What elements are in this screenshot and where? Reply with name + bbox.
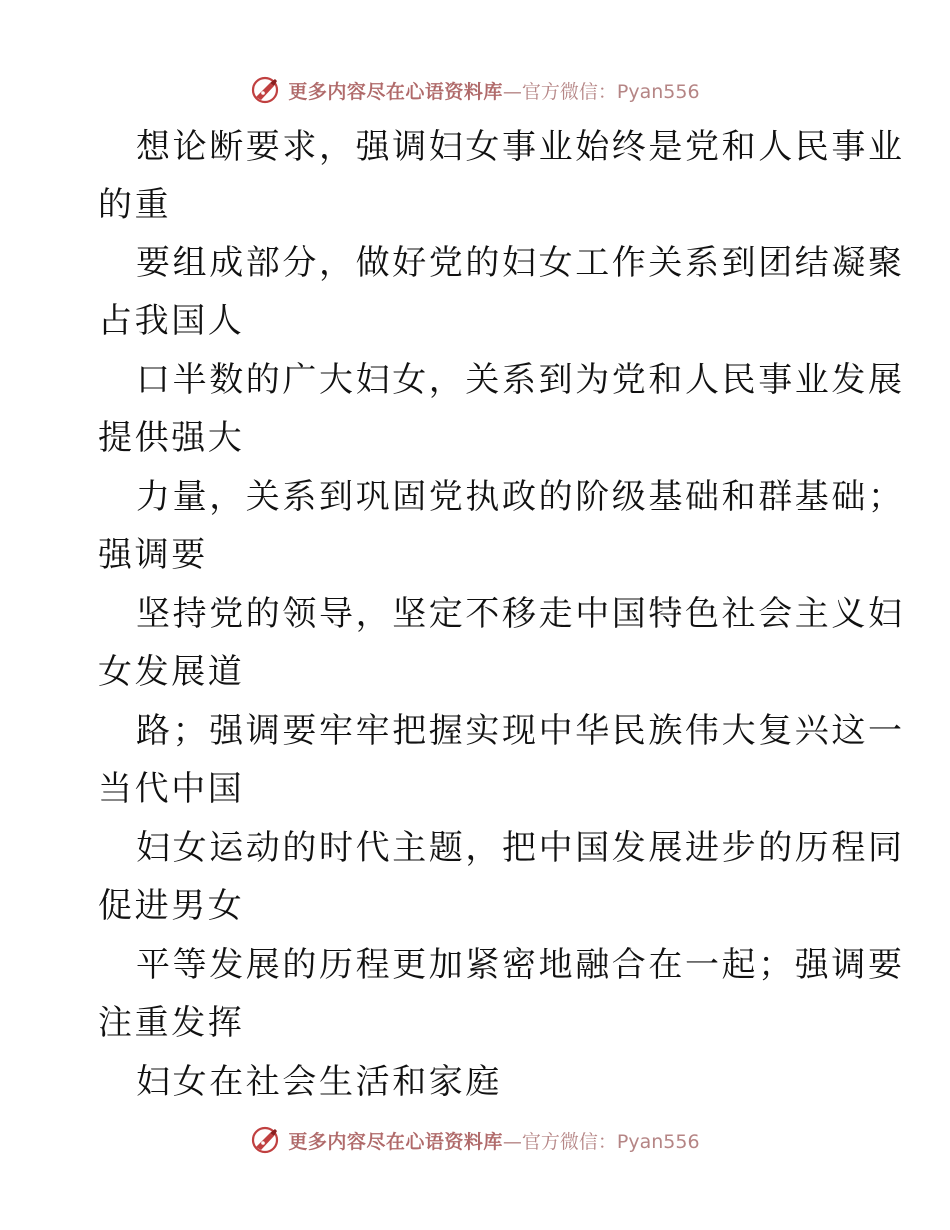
paragraph-line-1: 坚持党的领导，坚定不移走中国特色社会主义妇 — [136, 594, 905, 634]
footer-watermark — [0, 1120, 950, 1160]
paragraph-line-1: 妇女在社会生活和家庭 — [136, 1062, 502, 1102]
footer-wechat-id: —官方微信：Pyan556 — [502, 1130, 700, 1153]
footer-site-name: 更多内容尽在心语资料库 — [288, 1130, 503, 1153]
paragraph-line-2: 强调要 — [98, 535, 208, 575]
paragraph-line-1: 要组成部分，做好党的妇女工作关系到团结凝聚 — [136, 243, 905, 283]
text-paragraph — [98, 819, 905, 935]
paragraph-line-2: 的重 — [98, 185, 172, 225]
text-paragraph — [98, 1053, 858, 1111]
text-paragraph — [98, 118, 905, 234]
paragraph-line-2: 占我国人 — [98, 301, 245, 341]
paragraph-line-1: 力量，关系到巩固党执政的阶级基础和群基础； — [136, 477, 905, 517]
text-paragraph — [98, 351, 905, 467]
header-site-name: 更多内容尽在心语资料库 — [288, 80, 503, 103]
pen-nib-logo-icon — [250, 1125, 280, 1155]
text-paragraph — [98, 702, 905, 818]
header-watermark — [0, 70, 950, 110]
text-paragraph — [98, 234, 905, 350]
paragraph-line-1: 路；强调要牢牢把握实现中华民族伟大复兴这一 — [136, 711, 905, 751]
paragraph-line-1: 想论断要求，强调妇女事业始终是党和人民事业 — [136, 127, 905, 167]
paragraph-line-1: 口半数的广大妇女，关系到为党和人民事业发展 — [136, 360, 905, 400]
paragraph-line-2: 注重发挥 — [98, 1003, 245, 1043]
text-paragraph — [98, 468, 905, 584]
header-wechat-id: —官方微信：Pyan556 — [502, 80, 700, 103]
paragraph-line-2: 提供强大 — [98, 418, 245, 458]
paragraph-line-1: 妇女运动的时代主题，把中国发展进步的历程同 — [136, 828, 905, 868]
paragraph-line-2: 女发展道 — [98, 652, 245, 692]
paragraph-line-1: 平等发展的历程更加紧密地融合在一起；强调要 — [136, 945, 905, 985]
paragraph-line-2: 促进男女 — [98, 886, 245, 926]
text-paragraph — [98, 936, 905, 1052]
paragraph-line-2: 当代中国 — [98, 769, 245, 809]
text-paragraph — [98, 585, 905, 701]
pen-nib-logo-icon — [250, 75, 280, 105]
